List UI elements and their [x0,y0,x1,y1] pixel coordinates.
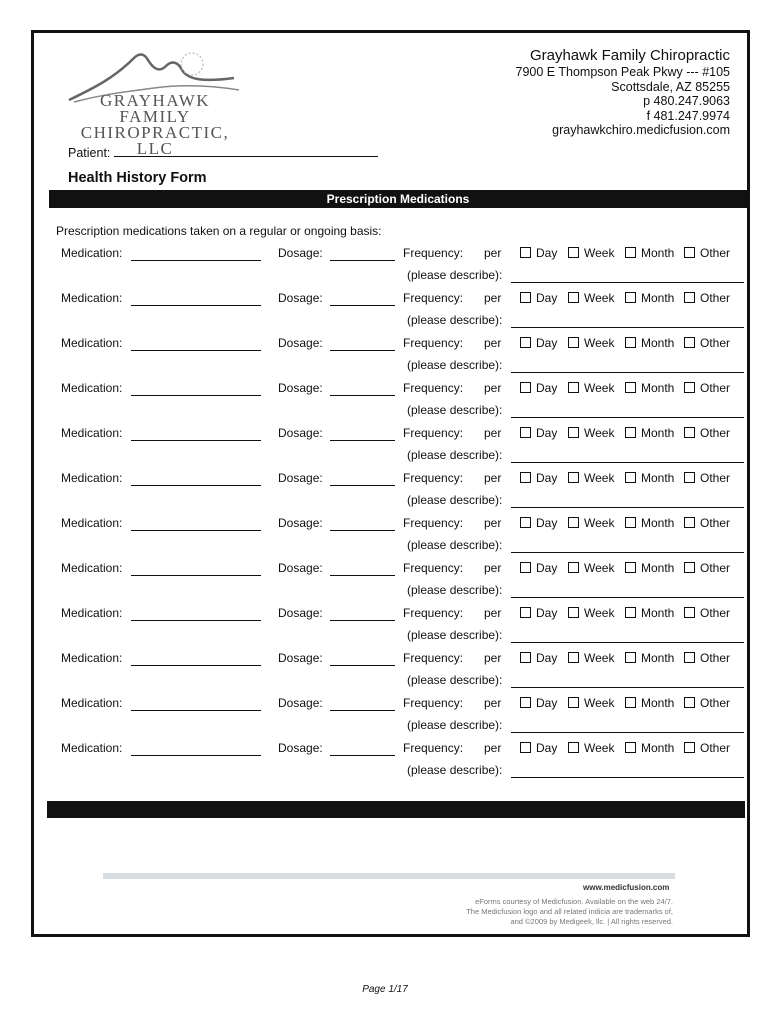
checkbox-icon [625,742,636,753]
month-checkbox[interactable] [625,246,674,260]
checkbox-icon [684,652,695,663]
medication-label: Medication: [61,246,123,260]
dosage-input[interactable] [330,620,395,621]
week-checkbox[interactable] [568,246,614,260]
dosage-label: Dosage: [278,336,323,350]
checkbox-icon [568,517,579,528]
medication-row [34,556,747,598]
day-checkbox[interactable] [520,516,557,530]
medication-label: Medication: [61,381,123,395]
month-label: Month [641,336,675,350]
medication-label: Medication: [61,696,123,710]
week-checkbox[interactable] [568,381,614,395]
day-label: Day [536,651,558,665]
dosage-label: Dosage: [278,606,323,620]
per-label: per [484,246,502,260]
checkbox-icon [520,472,531,483]
other-label: Other [700,336,731,350]
frequency-label: Frequency: [403,651,464,665]
day-label: Day [536,291,558,305]
form-title: Health History Form [68,170,207,186]
other-label: Other [700,291,731,305]
checkbox-icon [568,247,579,258]
describe-input[interactable] [511,642,744,643]
other-label: Other [700,246,731,260]
week-label: Week [584,561,615,575]
describe-input[interactable] [511,372,744,373]
checkbox-icon [625,292,636,303]
day-checkbox[interactable] [520,426,557,440]
month-label: Month [641,561,675,575]
other-checkbox[interactable] [684,291,730,305]
checkbox-icon [625,697,636,708]
describe-label: (please describe): [407,403,503,417]
dosage-input[interactable] [330,755,395,756]
medication-row [34,241,747,283]
patient-field [68,145,378,160]
checkbox-icon [520,337,531,348]
per-label: per [484,381,502,395]
month-label: Month [641,606,675,620]
describe-input[interactable] [511,507,744,508]
per-label: per [484,696,502,710]
per-label: per [484,426,502,440]
other-label: Other [700,696,731,710]
week-label: Week [584,471,615,485]
dosage-label: Dosage: [278,426,323,440]
month-checkbox[interactable] [625,471,674,485]
medication-label: Medication: [61,651,123,665]
per-label: per [484,561,502,575]
week-checkbox[interactable] [568,426,614,440]
checkbox-icon [520,292,531,303]
day-checkbox[interactable] [520,471,557,485]
dosage-label: Dosage: [278,741,323,755]
describe-label: (please describe): [407,268,503,282]
month-label: Month [641,426,675,440]
checkbox-icon [684,607,695,618]
medication-row [34,376,747,418]
describe-label: (please describe): [407,673,503,687]
per-label: per [484,741,502,755]
dosage-input[interactable] [330,485,395,486]
describe-label: (please describe): [407,628,503,642]
describe-label: (please describe): [407,313,503,327]
medication-label: Medication: [61,561,123,575]
dosage-input[interactable] [330,530,395,531]
checkbox-icon [625,472,636,483]
section-header: Prescription Medications [49,190,747,208]
medication-label: Medication: [61,471,123,485]
day-label: Day [536,606,558,620]
describe-input[interactable] [511,282,744,283]
week-checkbox[interactable] [568,516,614,530]
checkbox-icon [684,697,695,708]
medication-row [34,511,747,553]
checkbox-icon [625,427,636,438]
other-label: Other [700,381,731,395]
day-label: Day [536,561,558,575]
describe-label: (please describe): [407,763,503,777]
day-checkbox[interactable] [520,246,557,260]
describe-input[interactable] [511,462,744,463]
medication-input[interactable] [131,485,261,486]
checkbox-icon [625,562,636,573]
month-checkbox[interactable] [625,651,674,665]
medication-input[interactable] [131,305,261,306]
dosage-input[interactable] [330,665,395,666]
week-checkbox[interactable] [568,291,614,305]
dosage-label: Dosage: [278,516,323,530]
day-checkbox[interactable] [520,561,557,575]
dosage-input[interactable] [330,710,395,711]
month-label: Month [641,471,675,485]
clinic-address-1: 7900 E Thompson Peak Pkwy --- #105 [515,65,730,79]
describe-label: (please describe): [407,358,503,372]
day-label: Day [536,336,558,350]
medication-row [34,421,747,463]
frequency-label: Frequency: [403,741,464,755]
medication-input[interactable] [131,260,261,261]
describe-label: (please describe): [407,493,503,507]
logo-line-1: GRAYHAWK FAMILY [99,91,211,126]
checkbox-icon [684,562,695,573]
footer-url[interactable]: www.medicfusion.com [583,883,670,892]
medication-label: Medication: [61,426,123,440]
checkbox-icon [568,697,579,708]
day-checkbox[interactable] [520,741,557,755]
week-label: Week [584,291,615,305]
medication-row [34,286,747,328]
week-checkbox[interactable] [568,651,614,665]
week-label: Week [584,696,615,710]
frequency-label: Frequency: [403,561,464,575]
describe-label: (please describe): [407,583,503,597]
week-checkbox[interactable] [568,561,614,575]
month-label: Month [641,696,675,710]
other-checkbox[interactable] [684,561,730,575]
month-label: Month [641,516,675,530]
day-label: Day [536,381,558,395]
other-checkbox[interactable] [684,336,730,350]
checkbox-icon [520,607,531,618]
logo-line-2: CHIROPRACTIC, LLC [80,123,230,158]
week-checkbox[interactable] [568,696,614,710]
month-label: Month [641,381,675,395]
dosage-label: Dosage: [278,246,323,260]
checkbox-icon [568,337,579,348]
checkbox-icon [568,742,579,753]
checkbox-icon [684,427,695,438]
frequency-label: Frequency: [403,336,464,350]
other-checkbox[interactable] [684,606,730,620]
month-checkbox[interactable] [625,381,674,395]
week-label: Week [584,426,615,440]
checkbox-icon [568,427,579,438]
checkbox-icon [625,382,636,393]
month-label: Month [641,291,675,305]
footer-credits [373,897,673,927]
dosage-label: Dosage: [278,291,323,305]
medication-label: Medication: [61,336,123,350]
month-label: Month [641,651,675,665]
week-label: Week [584,336,615,350]
day-label: Day [536,696,558,710]
checkbox-icon [625,247,636,258]
dosage-input[interactable] [330,305,395,306]
checkbox-icon [625,517,636,528]
medication-label: Medication: [61,606,123,620]
other-checkbox[interactable] [684,246,730,260]
week-checkbox[interactable] [568,741,614,755]
checkbox-icon [520,247,531,258]
dosage-input[interactable] [330,440,395,441]
clinic-name: Grayhawk Family Chiropractic [529,47,730,64]
patient-label: Patient: [68,146,111,160]
medication-input[interactable] [131,755,261,756]
intro-text: Prescription medications taken on a regular or ongoing basis: [56,224,382,238]
other-checkbox[interactable] [684,426,730,440]
checkbox-icon [625,337,636,348]
checkbox-icon [568,652,579,663]
day-checkbox[interactable] [520,381,557,395]
medication-input[interactable] [131,395,261,396]
medication-row [34,691,747,733]
week-label: Week [584,381,615,395]
month-checkbox[interactable] [625,696,674,710]
dosage-input[interactable] [330,575,395,576]
describe-input[interactable] [511,597,744,598]
checkbox-icon [684,742,695,753]
month-label: Month [641,741,675,755]
medication-label: Medication: [61,291,123,305]
day-checkbox[interactable] [520,291,557,305]
day-label: Day [536,741,558,755]
week-label: Week [584,651,615,665]
other-label: Other [700,426,731,440]
checkbox-icon [520,562,531,573]
describe-label: (please describe): [407,448,503,462]
checkbox-icon [520,427,531,438]
patient-input[interactable] [114,145,378,157]
month-checkbox[interactable] [625,426,674,440]
week-checkbox[interactable] [568,336,614,350]
clinic-fax: f 481.247.9974 [646,108,730,123]
medication-input[interactable] [131,575,261,576]
per-label: per [484,291,502,305]
checkbox-icon [684,292,695,303]
checkbox-icon [625,607,636,618]
describe-input[interactable] [511,417,744,418]
day-checkbox[interactable] [520,651,557,665]
frequency-label: Frequency: [403,471,464,485]
checkbox-icon [684,517,695,528]
medication-row [34,466,747,508]
month-checkbox[interactable] [625,606,674,620]
other-label: Other [700,606,731,620]
describe-label: (please describe): [407,538,503,552]
per-label: per [484,516,502,530]
week-checkbox[interactable] [568,606,614,620]
month-checkbox[interactable] [625,561,674,575]
per-label: per [484,336,502,350]
day-checkbox[interactable] [520,606,557,620]
clinic-phone: p 480.247.9063 [643,94,730,108]
medication-label: Medication: [61,741,123,755]
per-label: per [484,471,502,485]
describe-label: (please describe): [407,718,503,732]
describe-input[interactable] [511,327,744,328]
medication-input[interactable] [131,620,261,621]
day-label: Day [536,516,558,530]
checkbox-icon [684,337,695,348]
dosage-input[interactable] [330,395,395,396]
other-label: Other [700,471,731,485]
describe-input[interactable] [511,732,744,733]
week-label: Week [584,606,615,620]
day-label: Day [536,246,558,260]
checkbox-icon [684,247,695,258]
checkbox-icon [520,382,531,393]
other-checkbox[interactable] [684,471,730,485]
medication-row [34,736,747,778]
medication-input[interactable] [131,350,261,351]
page-number: Page 1/17 [362,984,408,995]
month-checkbox[interactable] [625,741,674,755]
describe-input[interactable] [511,687,744,688]
checkbox-icon [520,652,531,663]
day-checkbox[interactable] [520,696,557,710]
other-checkbox[interactable] [684,651,730,665]
checkbox-icon [568,382,579,393]
other-checkbox[interactable] [684,516,730,530]
medication-input[interactable] [131,665,261,666]
week-label: Week [584,516,615,530]
other-checkbox[interactable] [684,381,730,395]
frequency-label: Frequency: [403,291,464,305]
checkbox-icon [520,697,531,708]
dosage-label: Dosage: [278,381,323,395]
frequency-label: Frequency: [403,696,464,710]
other-checkbox[interactable] [684,696,730,710]
describe-input[interactable] [511,552,744,553]
medication-input[interactable] [131,710,261,711]
checkbox-icon [568,292,579,303]
dosage-input[interactable] [330,260,395,261]
week-checkbox[interactable] [568,471,614,485]
other-label: Other [700,741,731,755]
frequency-label: Frequency: [403,381,464,395]
other-label: Other [700,561,731,575]
dosage-label: Dosage: [278,471,323,485]
medication-label: Medication: [61,516,123,530]
footer-divider [103,873,675,879]
week-label: Week [584,246,615,260]
checkbox-icon [568,607,579,618]
frequency-label: Frequency: [403,426,464,440]
medication-row [34,601,747,643]
per-label: per [484,606,502,620]
month-checkbox[interactable] [625,516,674,530]
day-label: Day [536,426,558,440]
dosage-label: Dosage: [278,561,323,575]
medication-row [34,331,747,373]
clinic-address-2: Scottsdale, AZ 85255 [611,79,730,94]
month-label: Month [641,246,675,260]
checkbox-icon [520,517,531,528]
medication-row [34,646,747,688]
checkbox-icon [568,562,579,573]
form-frame [31,30,750,937]
footer-line-2: The Medicfusion logo and all related indicia are trademarks of, [466,907,673,916]
frequency-label: Frequency: [403,516,464,530]
footer-line-3: and ©2009 by Medigeek, llc. | All rights reserved. [510,917,673,926]
checkbox-icon [568,472,579,483]
describe-input[interactable] [511,777,744,778]
footer-line-1: eForms courtesy of Medicfusion. Available on the web 24/7. [475,897,673,906]
checkbox-icon [684,472,695,483]
dosage-label: Dosage: [278,651,323,665]
checkbox-icon [684,382,695,393]
checkbox-icon [520,742,531,753]
frequency-label: Frequency: [403,246,464,260]
per-label: per [484,651,502,665]
week-label: Week [584,741,615,755]
frequency-label: Frequency: [403,606,464,620]
section-footer-bar [47,801,745,818]
medication-input[interactable] [131,530,261,531]
dosage-input[interactable] [330,350,395,351]
dosage-label: Dosage: [278,696,323,710]
month-checkbox[interactable] [625,291,674,305]
month-checkbox[interactable] [625,336,674,350]
medication-input[interactable] [131,440,261,441]
checkbox-icon [625,652,636,663]
clinic-info [516,47,730,138]
other-label: Other [700,651,731,665]
clinic-website: grayhawkchiro.medicfusion.com [552,123,730,137]
day-checkbox[interactable] [520,336,557,350]
other-checkbox[interactable] [684,741,730,755]
day-label: Day [536,471,558,485]
other-label: Other [700,516,731,530]
